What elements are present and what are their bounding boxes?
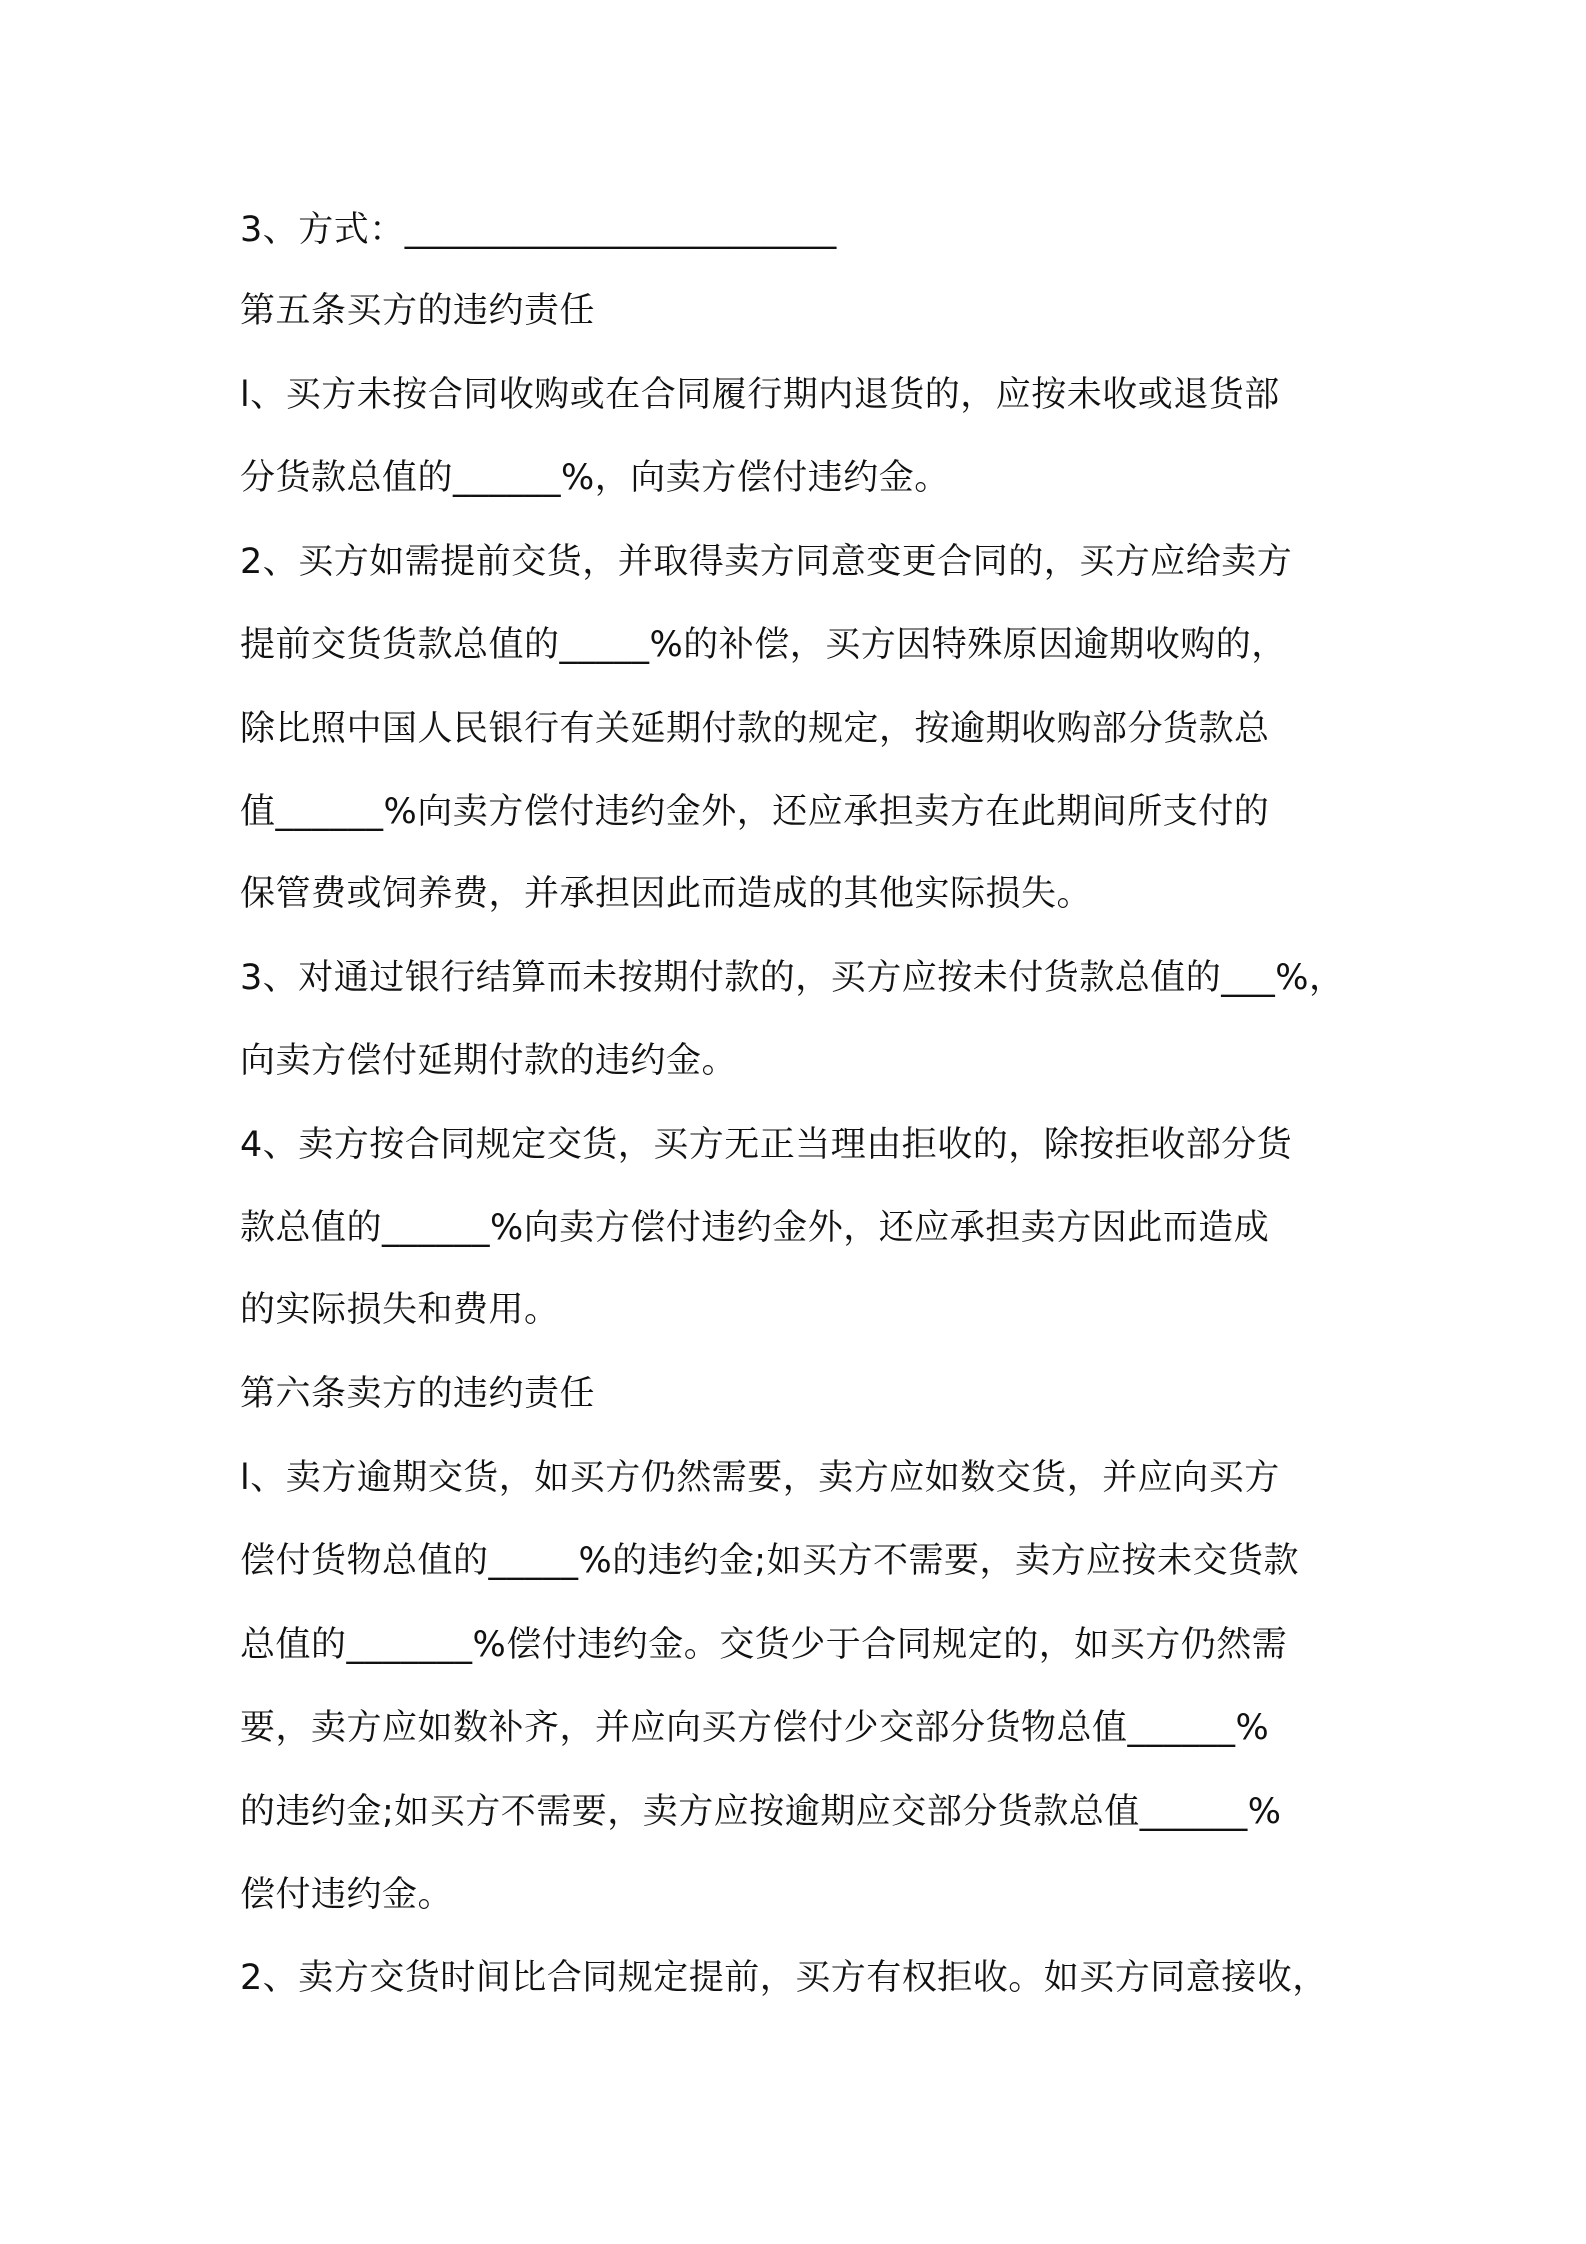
article-5-clause-1-line-2: 分货款总值的______%，向卖方偿付违约金。 xyxy=(240,458,950,498)
clause-3-method-line: 3、方式：________________________ xyxy=(240,210,837,250)
article-5-clause-4-line-1: 4、卖方按合同规定交货，买方无正当理由拒收的，除按拒收部分货 xyxy=(240,1125,1293,1165)
article-5-clause-4-line-3: 的实际损失和费用。 xyxy=(240,1290,560,1330)
article-5-clause-1-line-1: l、买方未按合同收购或在合同履行期内退货的，应按未收或退货部 xyxy=(240,375,1280,415)
article-5-heading: 第五条买方的违约责任 xyxy=(240,291,596,331)
article-6-clause-1-line-1: l、卖方逾期交货，如买方仍然需要，卖方应如数交货，并应向买方 xyxy=(240,1458,1280,1498)
article-6-heading: 第六条卖方的违约责任 xyxy=(240,1374,596,1414)
article-5-clause-2-line-2: 提前交货货款总值的_____%的补偿，买方因特殊原因逾期收购的， xyxy=(240,625,1287,665)
article-5-clause-3-line-1: 3、对通过银行结算而未按期付款的，买方应按未付货款总值的___%， xyxy=(240,958,1345,998)
article-5-clause-2-line-5: 保管费或饲养费，并承担因此而造成的其他实际损失。 xyxy=(240,874,1093,914)
article-6-clause-2-line-1: 2、卖方交货时间比合同规定提前，买方有权拒收。如买方同意接收， xyxy=(240,1958,1328,1998)
article-6-clause-1-line-4: 要，卖方应如数补齐，并应向买方偿付少交部分货物总值______% xyxy=(240,1708,1270,1748)
article-5-clause-4-line-2: 款总值的______%向卖方偿付违约金外，还应承担卖方因此而造成 xyxy=(240,1208,1270,1248)
article-5-clause-2-line-4: 值______%向卖方偿付违约金外，还应承担卖方在此期间所支付的 xyxy=(240,792,1270,832)
article-5-clause-2-line-1: 2、买方如需提前交货，并取得卖方同意变更合同的，买方应给卖方 xyxy=(240,542,1293,582)
article-6-clause-1-line-6: 偿付违约金。 xyxy=(240,1875,454,1915)
article-6-clause-1-line-3: 总值的_______%偿付违约金。交货少于合同规定的，如买方仍然需 xyxy=(240,1625,1288,1665)
article-6-clause-1-line-5: 的违约金;如买方不需要，卖方应按逾期应交部分货款总值______% xyxy=(240,1792,1282,1832)
article-6-clause-1-line-2: 偿付货物总值的_____%的违约金;如买方不需要，卖方应按未交货款 xyxy=(240,1541,1300,1581)
article-5-clause-2-line-3: 除比照中国人民银行有关延期付款的规定，按逾期收购部分货款总 xyxy=(240,709,1270,749)
article-5-clause-3-line-2: 向卖方偿付延期付款的违约金。 xyxy=(240,1041,738,1081)
